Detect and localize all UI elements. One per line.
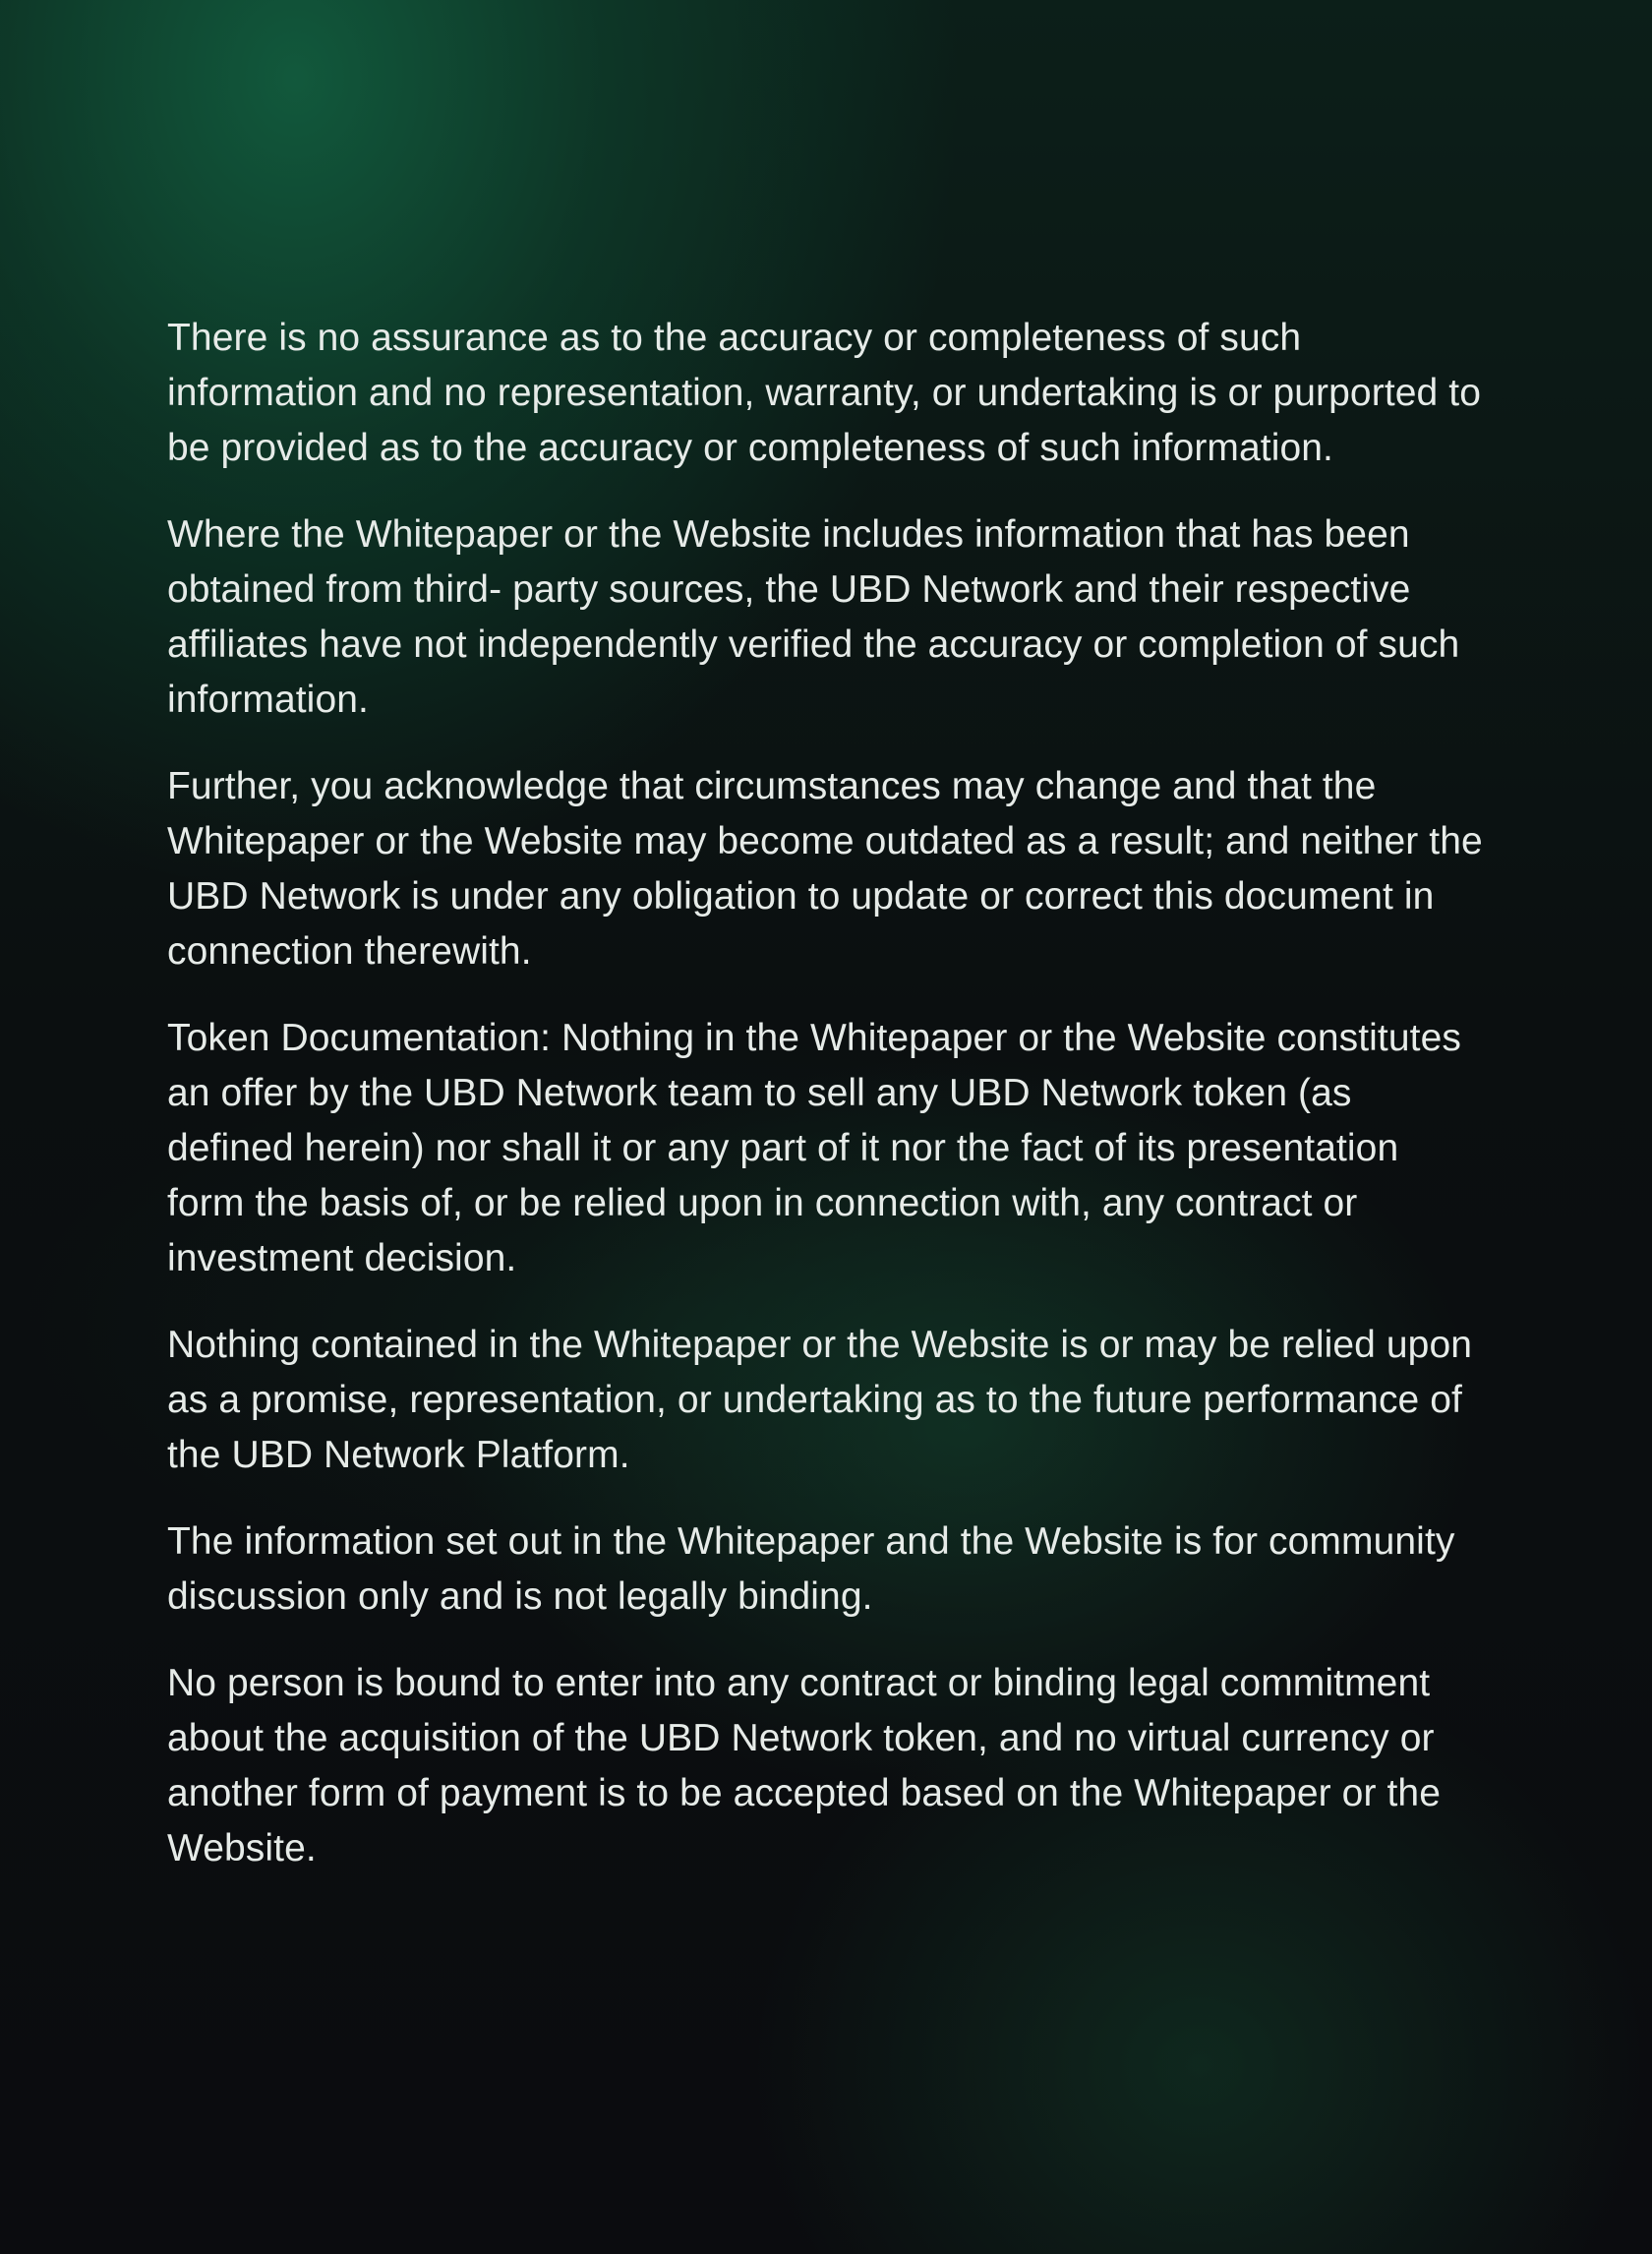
paragraph-third-party-sources: Where the Whitepaper or the Website includes information that has been obtained from third- party sources, the UBD Network and their respective affiliates have not independently verified the accuracy or completion of such information. <box>167 513 1460 721</box>
paragraph-circumstances-change: Further, you acknowledge that circumstances may change and that the Whitepaper or the Website may become outdated as a result; and neither the UBD Network is under any obligation to update or correct this document in connection therewith. <box>167 765 1483 973</box>
paragraph-assurance: There is no assurance as to the accuracy or completeness of such information and no representation, warranty, or undertaking is or purported to be provided as to the accuracy or completeness of such information. <box>167 317 1481 469</box>
paragraph-no-promise: Nothing contained in the Whitepaper or the Website is or may be relied upon as a promise, representation, or undertaking as to the future performance of the UBD Network Platform. <box>167 1324 1473 1476</box>
paragraph-no-binding-commitment: No person is bound to enter into any contract or binding legal commitment about the acquisition of the UBD Network token, and no virtual currency or another form of payment is to be accepted based on the Whitepaper or the Website. <box>167 1662 1441 1869</box>
paragraph-community-discussion: The information set out in the Whitepaper and the Website is for community discussion only and is not legally binding. <box>167 1520 1455 1618</box>
paragraph-token-documentation: Token Documentation: Nothing in the Whitepaper or the Website constitutes an offer by the UBD Network team to sell any UBD Network token (as defined herein) nor shall it or any part of it nor the fact of its presentation form the basis of, or be relied upon in connection with, any contract or investment decision. <box>167 1017 1461 1279</box>
disclaimer-body <box>167 311 1485 1908</box>
